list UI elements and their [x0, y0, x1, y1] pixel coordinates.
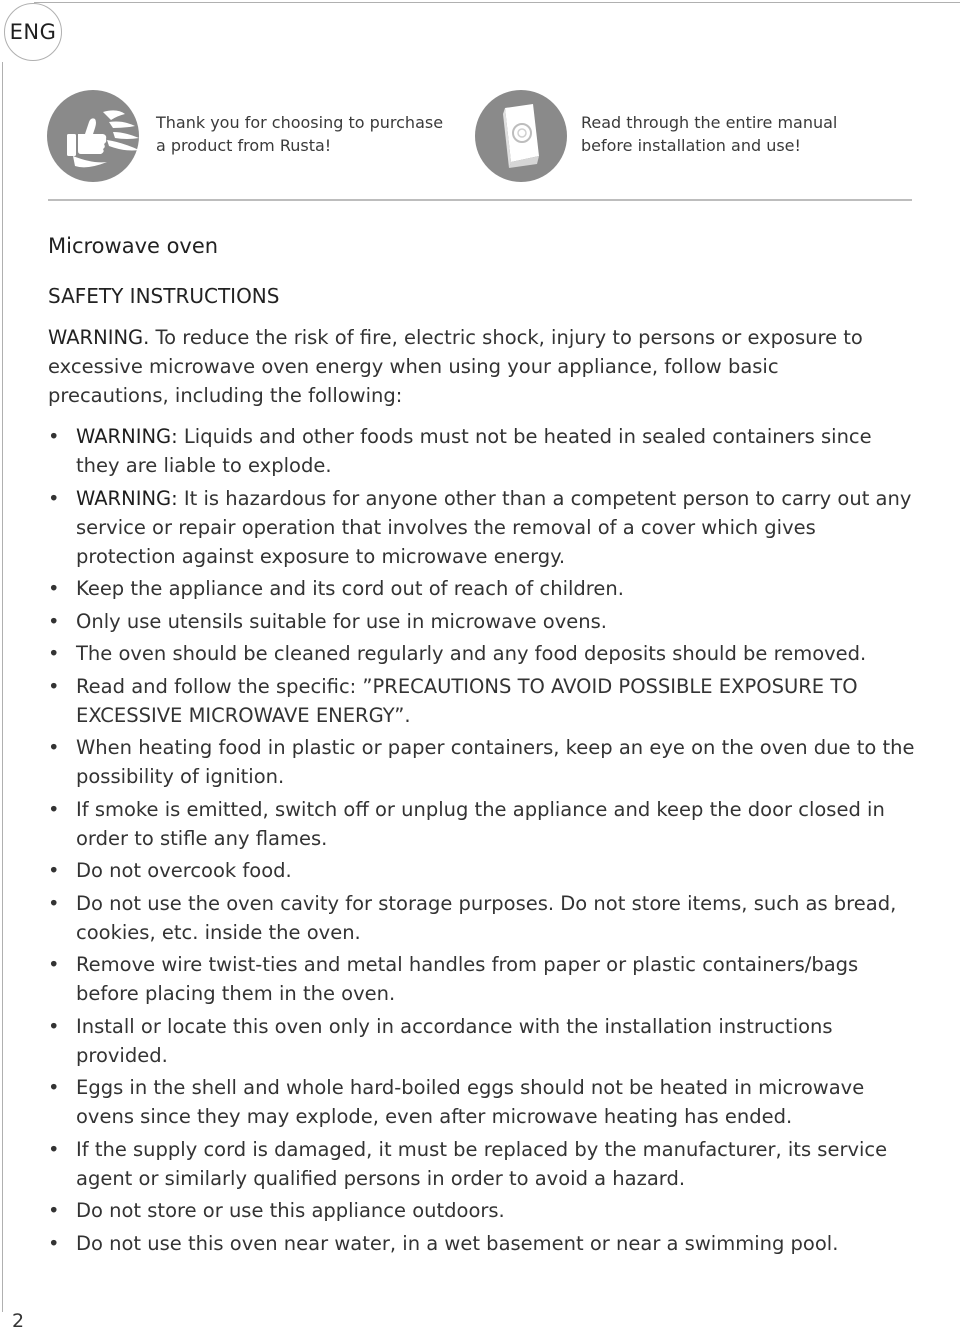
bullet-icon: • [48, 797, 60, 821]
bullet-icon: • [48, 859, 60, 882]
section-title: SAFETY INSTRUCTIONS [48, 284, 280, 308]
list-item-text: If smoke is emitted, switch off or unplug the appliance and keep the door closed in order to stifle any flames. [76, 797, 885, 850]
list-item-text: Remove wire twist-ties and metal handles from paper or plastic containers/bags before placing them in the oven. [76, 953, 859, 1005]
list-item-text: When heating food in plastic or paper containers, keep an eye on the oven due to the possibility of ignition. [76, 736, 915, 788]
list-item [48, 607, 918, 636]
list-item [48, 639, 918, 668]
thumbs-up-icon [47, 90, 139, 182]
language-badge: ENG [4, 3, 62, 61]
list-item-text: The oven should be cleaned regularly and any food deposits should be removed. [76, 642, 867, 665]
list-item [48, 1135, 918, 1193]
list-item [48, 422, 918, 480]
list-item [48, 733, 918, 791]
list-item [48, 950, 918, 1008]
list-item [48, 1196, 918, 1225]
list-item-text: It is hazardous for anyone other than a competent person to carry out any service or repair operation that involves the removal of a cover which gives protection against exposure to microwave energy. [76, 486, 912, 568]
list-item-text: Install or locate this oven only in accordance with the installation instructions provided. [76, 1014, 833, 1067]
list-item-text: Liquids and other foods must not be heated in sealed containers since they are liable to explode. [76, 425, 872, 477]
bullet-icon: • [48, 1014, 60, 1038]
page-frame-left-border [2, 62, 3, 1312]
list-item-text: Keep the appliance and its cord out of reach of children. [76, 577, 624, 600]
list-item [48, 889, 918, 947]
bullet-icon: • [48, 609, 60, 633]
warning-label: WARNING: [76, 425, 178, 448]
warning-label: WARNING: [76, 486, 178, 510]
bullet-icon: • [48, 1199, 60, 1222]
list-item-text: Do not overcook food. [76, 859, 292, 882]
list-item-text: Do not use the oven cavity for storage purposes. Do not store items, such as bread, cookies, etc. inside the oven. [76, 891, 897, 944]
product-title: Microwave oven [48, 234, 219, 258]
intro-warning-label: WARNING. [48, 326, 150, 349]
bullet-icon: • [48, 486, 60, 510]
safety-instructions-list [48, 422, 918, 1261]
header-separator [48, 199, 912, 201]
list-item-text: Read and follow the specific: ”PRECAUTIONS TO AVOID POSSIBLE EXPOSURE TO EXCESSIVE MICROWAVE ENERGY”. [76, 674, 858, 727]
manual-book-icon [475, 90, 567, 182]
bullet-icon: • [48, 577, 60, 600]
list-item [48, 574, 918, 603]
bullet-icon: • [48, 425, 60, 448]
list-item [48, 484, 918, 571]
bullet-icon: • [48, 891, 60, 915]
bullet-icon: • [48, 953, 60, 976]
list-item [48, 672, 918, 730]
thanks-text: Thank you for choosing to purchase a product from Rusta! [156, 113, 444, 155]
list-item-text: Do not use this oven near water, in a wet basement or near a swimming pool. [76, 1231, 839, 1255]
bullet-icon: • [48, 736, 60, 759]
list-item-text: If the supply cord is damaged, it must be replaced by the manufacturer, its service agent or similarly qualified persons in order to avoid a hazard. [76, 1137, 888, 1190]
list-item-text: Eggs in the shell and whole hard-boiled eggs should not be heated in microwave ovens since they may explode, even after microwave heating has ended. [76, 1076, 865, 1128]
list-item [48, 795, 918, 853]
list-item [48, 1229, 918, 1258]
bullet-icon: • [48, 1231, 60, 1255]
bullet-icon: • [48, 1137, 60, 1161]
bullet-icon: • [48, 1076, 60, 1099]
list-item-text: Only use utensils suitable for use in microwave ovens. [76, 609, 607, 633]
list-item [48, 856, 918, 885]
list-item [48, 1012, 918, 1070]
page-frame-top-border [34, 2, 960, 3]
intro-paragraph [48, 323, 898, 410]
list-item-text: Do not store or use this appliance outdoors. [76, 1199, 505, 1222]
page-number: 2 [12, 1310, 25, 1332]
intro-text: To reduce the risk of fire, electric shock, injury to persons or exposure to excessive microwave oven energy when using your appliance, follow basic precautions, including the following: [48, 326, 863, 407]
manual-text: Read through the entire manual before installation and use! [581, 113, 838, 155]
bullet-icon: • [48, 642, 60, 665]
bullet-icon: • [48, 674, 60, 698]
list-item [48, 1073, 918, 1131]
